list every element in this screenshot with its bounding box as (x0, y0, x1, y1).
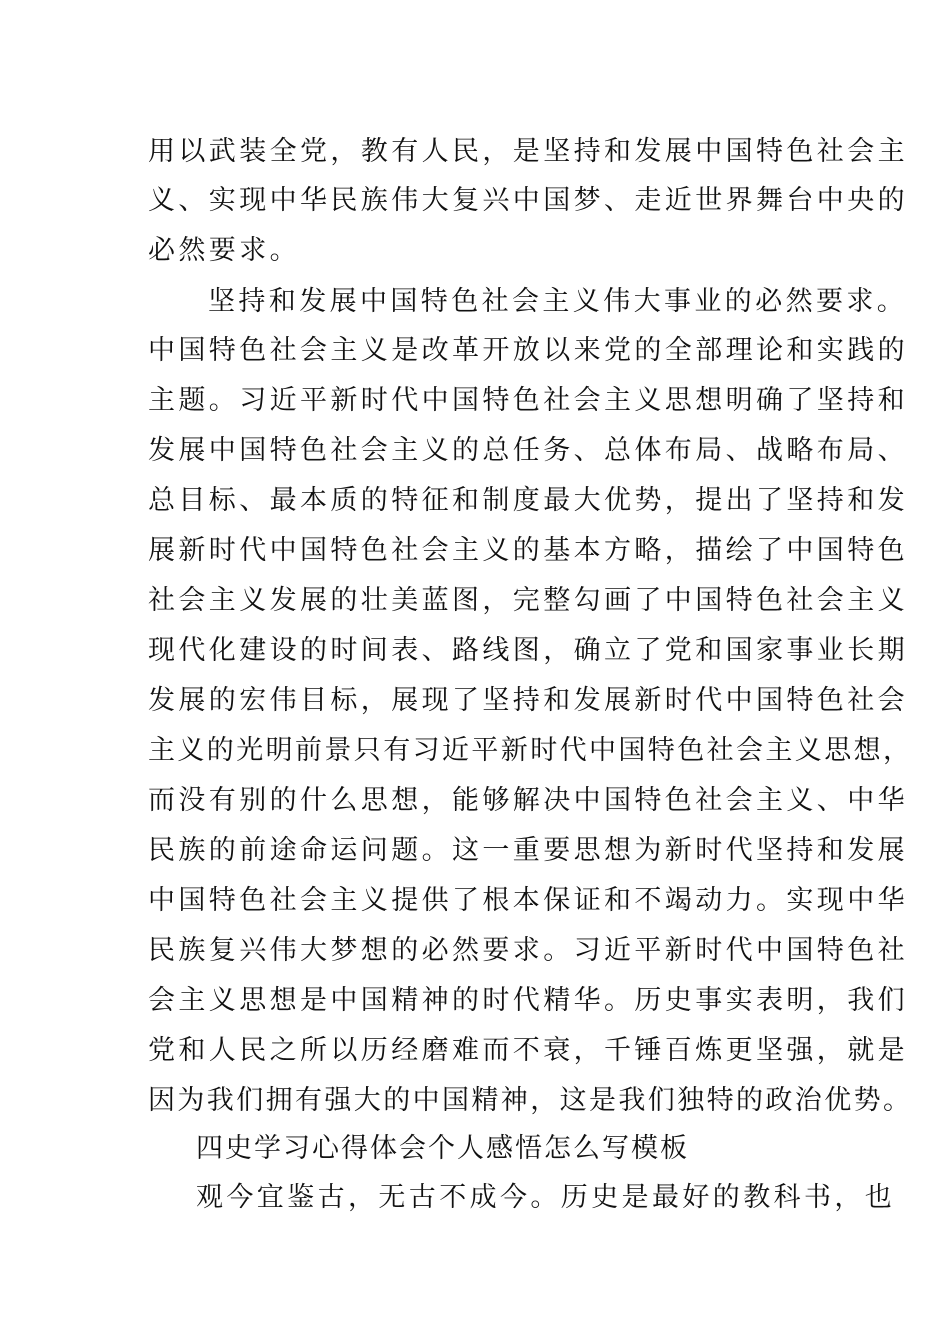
text-line: 而没有别的什么思想，能够解决中国特色社会主义、中华 (148, 785, 908, 816)
text-line: 民族复兴伟大梦想的必然要求。习近平新时代中国特色社 (148, 935, 908, 966)
text-line: 展新时代中国特色社会主义的基本方略，描绘了中国特色 (148, 535, 908, 566)
text-line: 中国特色社会主义是改革开放以来党的全部理论和实践的 (148, 335, 908, 366)
paragraph-first-line: 观今宜鉴古，无古不成今。历史是最好的教科书，也 (196, 1182, 896, 1213)
text-line: 发展的宏伟目标，展现了坚持和发展新时代中国特色社会 (148, 685, 908, 716)
text-line: 中国特色社会主义提供了根本保证和不竭动力。实现中华 (148, 885, 908, 916)
text-line: 社会主义发展的壮美蓝图，完整勾画了中国特色社会主义 (148, 585, 908, 616)
paragraph-first-line: 坚持和发展中国特色社会主义伟大事业的必然要求。 (208, 286, 908, 317)
text-line: 主题。习近平新时代中国特色社会主义思想明确了坚持和 (148, 385, 908, 416)
text-line: 发展中国特色社会主义的总任务、总体布局、战略布局、 (148, 435, 908, 466)
text-line: 党和人民之所以历经磨难而不衰，千锤百炼更坚强，就是 (148, 1035, 908, 1066)
text-line: 民族的前途命运问题。这一重要思想为新时代坚持和发展 (148, 835, 908, 866)
text-line: 总目标、最本质的特征和制度最大优势，提出了坚持和发 (148, 485, 908, 516)
text-line: 主义的光明前景只有习近平新时代中国特色社会主义思想， (148, 735, 913, 766)
section-heading: 四史学习心得体会个人感悟怎么写模板 (196, 1133, 689, 1164)
text-line: 必然要求。 (148, 235, 300, 266)
text-line: 用以武装全党，教有人民，是坚持和发展中国特色社会主 (148, 136, 908, 167)
text-line: 义、实现中华民族伟大复兴中国梦、走近世界舞台中央的 (148, 185, 908, 216)
text-line: 现代化建设的时间表、路线图，确立了党和国家事业长期 (148, 635, 908, 666)
text-line: 会主义思想是中国精神的时代精华。历史事实表明，我们 (148, 985, 908, 1016)
text-line: 因为我们拥有强大的中国精神，这是我们独特的政治优势。 (148, 1085, 913, 1116)
